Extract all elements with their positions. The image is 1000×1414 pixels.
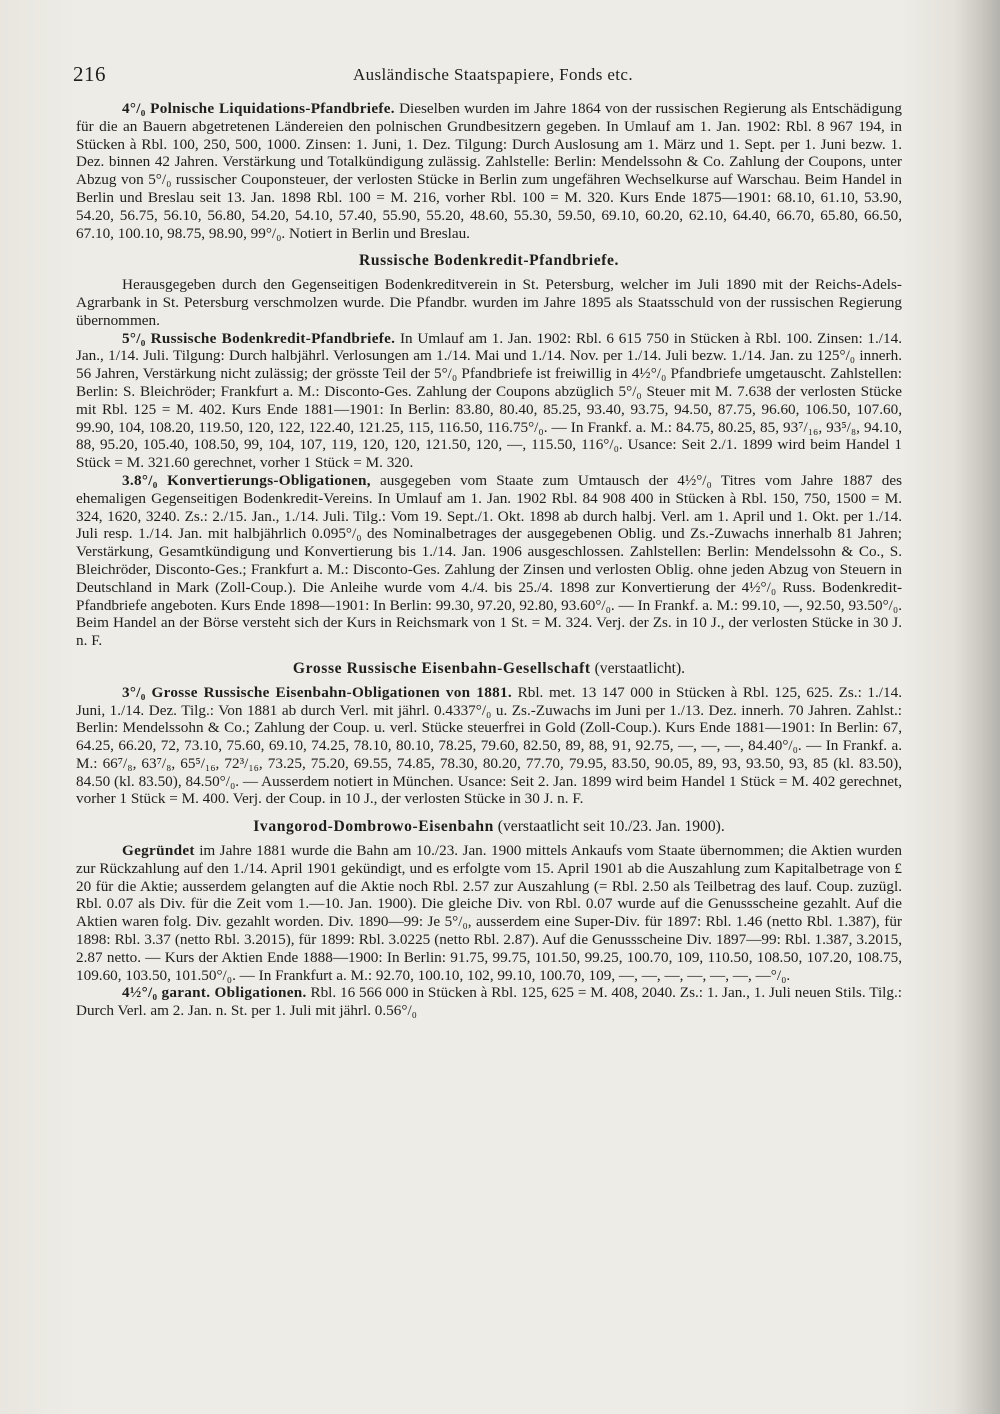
entry-grosse-russische-eisenbahn-obligationen — [76, 684, 902, 809]
entry-polnische-liquidations-pfandbriefe — [76, 100, 902, 242]
entry-body: In Umlauf am 1. Jan. 1902: Rbl. 6 615 750 in Stücken à Rbl. 100. Zinsen: 1./14. Jan., 1/14. Juli. Tilgung: Durch halbjährl. Verlosungen am 1./14. Mai und 1./14. Nov. per 1./14. Juli bezw. 1./14. Jan. zu 125°/₀ innerh. 56 Jahren, Verstärkung nicht zulässig; der grösste Teil der 5°/₀ Pfandbriefe ist freiwillig in 4½°/₀ Pfandbriefe umgetauscht. Zahlstellen: Berlin: S. Bleichröder; Frankfurt a. M.: Disconto-Ges. Zahlung der Coupons abzüglich 5°/₀ Steuer mit M. 7.638 der verlosten Stücke mit Rbl. 125 = M. 402. Kurs Ende 1881—1901: In Berlin: 83.80, 80.40, 85.25, 93.40, 93.75, 94.50, 87.75, 96.60, 106.50, 107.60, 99.90, 104, 108.20, 119.50, 120, 122, 122.40, 121.25, 115, 116.50, 116.75°/₀. — In Frankf. a. M.: 84.75, 80.25, 85, 93⁷/₁₆, 93⁵/₈, 94.10, 88, 95.20, 105.40, 108.50, 99, 104, 107, 119, 120, 120, 121.50, 120, —, 115.50, 116°/₀. Usance: Seit 2./1. 1899 wird beim Handel 1 Stück = M. 321.60 gerechnet, vorher 1 Stück = M. 320. — [76, 329, 903, 472]
page-header — [73, 62, 913, 88]
entry-ivangorod-obligationen — [76, 984, 902, 1020]
entry-title: 4°/₀ Polnische Liquidations-Pfandbriefe. — [122, 100, 395, 117]
section-heading-text: Russische Bodenkredit-Pfandbriefe. — [358, 252, 620, 270]
section-heading-note: (verstaatlicht seit 10./23. Jan. 1900). — [493, 818, 725, 836]
page-edge-shadow — [954, 0, 1000, 1414]
section-heading-bodenkredit — [76, 252, 902, 270]
section-heading-text: Grosse Russische Eisenbahn-Gesellschaft — [292, 659, 591, 677]
section-heading-note: (verstaatlicht). — [590, 659, 686, 677]
entry-title: 5°/₀ Russische Bodenkredit-Pfandbriefe. — [122, 329, 396, 347]
entry-ivangorod-gegruendet — [76, 842, 902, 984]
entry-body: Rbl. met. 13 147 000 in Stücken à Rbl. 125, 625. Zs.: 1./14. Juni, 1./14. Dez. Tilg.: Von 1881 ab durch Verl. mit jährl. 0.4337°/₀ u. Zs.-Zuwachs im Juni per 1./13. Dez. innerh. 70 Jahren. Zahlst.: Berlin: Mendelssohn & Co.; Zahlung der Coup. u. verl. Stücke steuerfrei in Gold (Zoll-Coup.). Kurs Ende 1881—1901: In Berlin: 67, 64.25, 66.20, 72, 73.10, 75.60, 69.10, 74.25, 78.10, 80.10, 78.25, 79.60, 82.50, 89, 88, 91, 92.75, —, —, —, 84.40°/₀. — In Frankf. a. M.: 66⁷/₈, 63⁷/₈, 65⁵/₁₆, 72³/₁₆, 73.25, 75.20, 69.55, 74.85, 78.30, 80.20, 77.70, 79.95, 83.50, 90.05, 89, 93, 93.50, 93, 85 (kl. 83.50), 84.50 (kl. 83.50), 84.50°/₀. — Ausserdem notiert in München. Usance: Seit 2. Jan. 1899 wird beim Handel 1 Stück = M. 402 gerechnet, vorher 1 Stück = M. 400. Verj. der Coup. in 10 J., der verlosten Stücke in 30 J. n. F. — [76, 683, 903, 808]
entry-body: Rbl. 16 566 000 in Stücken à Rbl. 125, 625 = M. 408, 2040. Zs.: 1. Jan., 1. Juli neuen Stils. Tilg.: Durch Verl. am 2. Jan. n. St. per 1. Juli mit jährl. 0.56°/₀ — [76, 984, 902, 1020]
entry-body: Dieselben wurden im Jahre 1864 von der russischen Regierung als Entschädigung für die an Bauern abgetretenen Ländereien den polnischen Grundbesitzern gegeben. In Umlauf am 1. Jan. 1902: Rbl. 8 967 194, in Stücken à Rbl. 100, 250, 500, 1000. Zinsen: 1. Juni, 1. Dez. Tilgung: Durch Auslosung am 1. März und 1. Sept. per 1. Juni bezw. 1. Dez. binnen 42 Jahren. Verstärkung und Totalkündigung zulässig. Zahlstelle: Berlin: Mendelssohn & Co. Zahlung der Coupons, unter Abzug von 5°/₀ russischer Couponsteuer, der verlosten Stücke in Berlin zum ungefähren Wechselkurse auf Warschau. Beim Handel in Berlin und Breslau seit 13. Jan. 1898 Rbl. 100 = M. 216, vorher Rbl. 100 = M. 320. Kurs Ende 1875—1901: 68.10, 61.10, 53.90, 54.20, 56.75, 56.10, 56.80, 54.20, 54.10, 57.40, 55.90, 55.20, 48.60, 55.30, 59.50, 69.10, 60.20, 62.10, 64.40, 66.70, 65.80, 66.50, 67.10, 100.10, 98.75, 98.90, 99°/₀. Notiert in Berlin und Breslau. — [76, 100, 902, 242]
entry-bodenkredit-pfandbriefe — [76, 330, 902, 472]
entry-title: 3.8°/₀ Konvertierungs-Obligationen, — [122, 471, 371, 489]
running-title: Ausländische Staatspapiere, Fonds etc. — [352, 65, 634, 84]
section-intro-bodenkredit: Herausgegeben durch den Gegenseitigen Bodenkreditverein in St. Petersburg, welcher im Juli 1890 mit der Reichs-Adels-Agrarbank in St. Petersburg verschmolzen wurde. Die Pfandbr. wurden im Jahre 1895 als Staatsschuld von der russischen Regierung übernommen. — [76, 276, 902, 329]
page-content — [76, 100, 902, 1020]
section-heading-text: Ivangorod-Dombrowo-Eisenbahn — [253, 818, 494, 836]
section-heading-grosse-russische-eisenbahn — [76, 660, 902, 678]
entry-body: ausgegeben vom Staate zum Umtausch der 4½°/₀ Titres vom Jahre 1887 des ehemaligen Gegenseitigen Bodenkredit-Vereins. In Umlauf am 1. Jan. 1902 Rbl. 84 908 400 in Stücken à Rbl. 150, 750, 1500 = M. 324, 1620, 3240. Zs.: 2./15. Jan., 1./14. Juli. Tilg.: Vom 19. Sept./1. Okt. 1898 ab durch halbj. Verl. am 1. April und 1. Okt. per 1./14. Juli resp. 1./14. Jan. mit halbjährlich 0.095°/₀ des Nominalbetrages der ausgegebenen Oblig. und Zs.-Zuwachs innerhalb 81 Jahren; Verstärkung, Gesamtkündigung und Konvertierung bis 1./14. Jan. 1906 ausgeschlossen. Zahlstellen: Berlin: Mendelssohn & Co., S. Bleichröder, Disconto-Ges.; Frankfurt a. M.: Disconto-Ges. Zahlung der Zinsen und verlosten Oblig. ohne jeden Abzug von Steuern in Deutschland in Mark (Zoll-Coup.). Die Anleihe wurde vom 4./4. bis 25./4. 1898 zur Konvertierung der 4½°/₀ Russ. Bodenkredit-Pfandbriefe angeboten. Kurs Ende 1898—1901: In Berlin: 99.30, 97.20, 92.80, 93.60°/₀. — In Frankf. a. M.: 99.10, —, 92.50, 93.50°/₀. Beim Handel an der Börse versteht sich der Kurs in Reichsmark von 1 St. = M. 324. Verj. der Zs. in 10 J., der verlosten Stücke in 30 J. n. F. — [76, 471, 902, 650]
entry-title: 4½°/₀ garant. Obligationen. — [122, 984, 307, 1002]
entry-konvertierungs-obligationen — [76, 472, 902, 650]
entry-title: Gegründet — [122, 842, 195, 860]
entry-title: 3°/₀ Grosse Russische Eisenbahn-Obligationen von 1881. — [122, 683, 512, 701]
section-heading-ivangorod-dombrowo — [76, 818, 902, 836]
entry-body: im Jahre 1881 wurde die Bahn am 10./23. Jan. 1900 mittels Ankaufs vom Staate übernommen; die Aktien wurden zur Rückzahlung auf den 1./14. April 1901 gekündigt, und es erfolgte vom 15. April 1901 ab die Auszahlung zum Kapitalbetrage von £ 20 für die Aktie; ausserdem gelangten auf die Aktie noch Rbl. 2.57 zur Auszahlung (= Rbl. 2.50 als Teilbetrag des lauf. Coup. zuzügl. Rbl. 0.07 als Div. für die Zeit vom 1.—10. Jan. 1900). Die gleiche Div. von Rbl. 0.07 wurde auf die Genussscheine gezahlt. Auf die Aktien waren folg. Div. gezahlt worden. Div. 1890—99: Je 5°/₀, ausserdem eine Super-Div. für 1897: Rbl. 1.46 (netto Rbl. 1.387), für 1898: Rbl. 3.37 (netto Rbl. 3.2015), für 1899: Rbl. 3.0225 (netto Rbl. 2.87). Auf die Genussscheine Div. 1897—99: Rbl. 1.387, 3.2015, 2.87 netto. — Kurs der Aktien Ende 1888—1900: In Berlin: 91.75, 99.75, 101.50, 99.25, 100.70, 109, 110.50, 108.50, 107.20, 108.75, 109.60, 103.50, 101.50°/₀. — In Frankfurt a. M.: 92.70, 100.10, 102, 99.10, 100.70, 109, —, —, —, —, —, —, —°/₀. — [76, 842, 903, 984]
page-number: 216 — [73, 62, 106, 86]
